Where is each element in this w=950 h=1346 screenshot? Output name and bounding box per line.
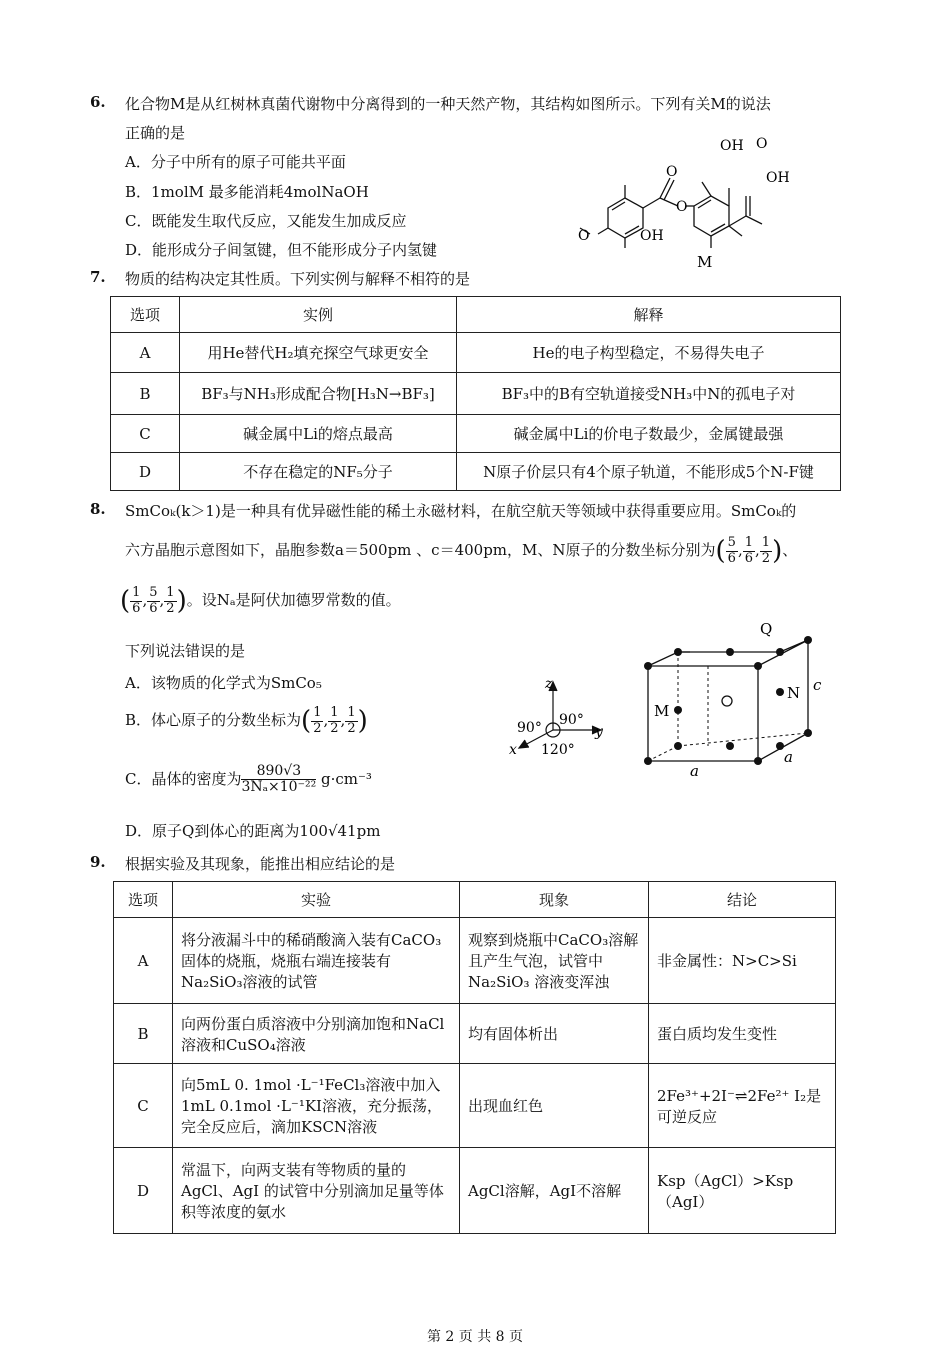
q7-cell: 碱金属中Li的价电子数最少，金属键最强 <box>457 415 841 453</box>
q7-cell: 用He替代H₂填充探空气球更安全 <box>180 333 457 373</box>
molecule-name-m: M <box>697 253 713 271</box>
frac-num: 1 <box>132 585 141 601</box>
oh-label-top: OH <box>720 138 744 154</box>
q9-cell: 均有固体析出 <box>460 1004 649 1064</box>
q9-header-phenomenon: 现象 <box>460 882 649 918</box>
density-numerator: 890√3 <box>241 764 316 780</box>
cooh-oh-label: OH <box>766 170 790 186</box>
table-row <box>111 373 841 415</box>
carbonyl-o-label: O <box>666 164 678 180</box>
q8-number: 8. <box>90 500 106 518</box>
q7-cell: BF₃中的B有空轨道接受NH₃中N的孤电子对 <box>457 373 841 415</box>
q6-stem-line2: 正确的是 <box>125 124 186 142</box>
param-a-label-1: a <box>690 762 699 780</box>
q7-cell: N原子价层只有4个原子轨道，不能形成5个N-F键 <box>457 453 841 491</box>
frac-num: 1 <box>347 705 356 721</box>
cooh-o-label: O <box>756 136 768 152</box>
table-row <box>114 1004 836 1064</box>
density-unit: g·cm⁻³ <box>320 769 372 788</box>
q7-cell: C <box>111 415 180 453</box>
hexagonal-unit-cell-diagram <box>630 618 830 780</box>
frac-den: 2 <box>313 720 322 736</box>
q7-number: 7. <box>90 268 106 286</box>
param-c-label: c <box>813 676 822 694</box>
frac-den: 6 <box>744 550 754 566</box>
q8-stem-line2: 六方晶胞示意图如下，晶胞参数a＝500pm 、c＝400pm，M、N原子的分数坐标分别为( $\frac{5}{6}$ , $\frac{1}{6}$ , $\frac{1}{2}$ )、 <box>125 535 798 566</box>
q9-cell: A <box>114 918 173 1004</box>
q9-stem: 根据实验及其现象，能推出相应结论的是 <box>125 855 396 873</box>
q9-cell: 出现血红色 <box>460 1064 649 1148</box>
frac-num: 1 <box>761 535 771 551</box>
q7-header-option: 选项 <box>111 297 180 333</box>
axis-z-label: z <box>545 676 553 692</box>
ester-o-label: O <box>676 199 688 215</box>
frac-den: 6 <box>132 600 141 616</box>
atom-q-label: Q <box>760 620 773 638</box>
q8-stem-line1: SmCoₖ(k＞1)是一种具有优异磁性能的稀土永磁材料，在航空航天等领域中获得重要应用。SmCoₖ的 <box>125 502 797 520</box>
param-a-label-2: a <box>784 748 793 766</box>
frac-den: 2 <box>166 600 175 616</box>
q9-cell: 非金属性：N>C>Si <box>649 918 836 1004</box>
q8-option-d: D．原子Q到体心的距离为100√41pm <box>125 822 381 840</box>
q9-header-option: 选项 <box>114 882 173 918</box>
frac-den: 2 <box>330 720 339 736</box>
table-row <box>111 453 841 491</box>
page-footer: 第 2 页 共 8 页 <box>426 1329 524 1345</box>
atom-n-label: N <box>787 684 801 702</box>
frac-num: 5 <box>149 585 158 601</box>
q6-option-a: A．分子中所有的原子可能共平面 <box>125 153 346 171</box>
q9-cell: 常温下，向两支装有等物质的量的AgCl、AgI 的试管中分别滴加足量等体积等浓度的氨水 <box>173 1148 460 1234</box>
q6-option-b: B．1molM 最多能消耗4molNaOH <box>125 183 369 201</box>
q9-cell: 向5mL 0. 1mol ·L⁻¹FeCl₃溶液中加入1mL 0.1mol ·L⁻¹KI溶液，充分振荡，完全反应后，滴加KSCN溶液 <box>173 1064 460 1148</box>
oh-label-bottom: OH <box>640 228 664 244</box>
q7-cell: 碱金属中Li的熔点最高 <box>180 415 457 453</box>
q7-cell: BF₃与NH₃形成配合物[H₃N→BF₃] <box>180 373 457 415</box>
q8-stem-line3: ( $\frac{1}{6}$ , $\frac{5}{6}$ , $\frac{1}{2}$ )。设Nₐ是阿伏加德罗常数的值。 <box>120 585 401 616</box>
q9-number: 9. <box>90 853 106 871</box>
angle-label-3: 120° <box>541 742 575 758</box>
frac-den: 2 <box>761 550 771 566</box>
frac-num: 1 <box>744 535 754 551</box>
angle-label-2: 90° <box>559 712 584 728</box>
q6-stem-line1: 化合物M是从红树林真菌代谢物中分离得到的一种天然产物，其结构如图所示。下列有关M的说法 <box>125 95 771 113</box>
angle-label-1: 90° <box>517 720 542 736</box>
q7-cell: He的电子构型稳定，不易得失电子 <box>457 333 841 373</box>
frac-den: 6 <box>727 550 736 566</box>
q8-option-a: A．该物质的化学式为SmCo₅ <box>125 674 322 692</box>
q8-option-b-text: B．体心原子的分数坐标为 <box>125 711 302 729</box>
table-row <box>114 1064 836 1148</box>
q7-header-example: 实例 <box>180 297 457 333</box>
q8-option-b: B．体心原子的分数坐标为( $\frac{1}{2}$ , $\frac{1}{2}$ , $\frac{1}{2}$ ) <box>125 705 368 736</box>
axis-y-label: y <box>595 724 603 740</box>
q8-stem-line3-text: 。设Nₐ是阿伏加德罗常数的值。 <box>186 591 401 609</box>
q7-header-explain: 解释 <box>457 297 841 333</box>
frac-num: 1 <box>166 585 175 601</box>
methoxy-o-label: O <box>578 228 590 244</box>
q9-header-conclusion: 结论 <box>649 882 836 918</box>
atom-m-label: M <box>654 702 670 720</box>
density-denominator: 3Nₐ×10⁻²² <box>241 779 317 796</box>
frac-den: 6 <box>149 600 158 616</box>
q9-cell: B <box>114 1004 173 1064</box>
q8-stem-line2-text: 六方晶胞示意图如下，晶胞参数a＝500pm 、c＝400pm，M、N原子的分数坐标分别为 <box>125 541 716 559</box>
q9-cell: 2Fe³⁺+2I⁻⇌2Fe²⁺ I₂是可逆反应 <box>649 1064 836 1148</box>
q9-cell: 将分液漏斗中的稀硝酸滴入装有CaCO₃固体的烧瓶，烧瓶右端连接装有Na₂SiO₃溶液的试管 <box>173 918 460 1004</box>
q9-cell: C <box>114 1064 173 1148</box>
q9-cell: AgCl溶解，AgI不溶解 <box>460 1148 649 1234</box>
q9-cell: 蛋白质均发生变性 <box>649 1004 836 1064</box>
q9-cell: D <box>114 1148 173 1234</box>
q7-table <box>110 296 841 491</box>
q9-cell: Ksp（AgCl）>Ksp （AgI） <box>649 1148 836 1234</box>
frac-num: 5 <box>727 535 736 551</box>
molecule-m-structure <box>570 130 810 275</box>
q8-stem-line4: 下列说法错误的是 <box>125 642 246 660</box>
frac-num: 1 <box>313 705 322 721</box>
q9-header-experiment: 实验 <box>173 882 460 918</box>
table-row <box>111 415 841 453</box>
q7-cell: 不存在稳定的NF₅分子 <box>180 453 457 491</box>
q6-number: 6. <box>90 93 106 111</box>
q7-cell: B <box>111 373 180 415</box>
q6-option-c: C．既能发生取代反应，又能发生加成反应 <box>125 212 407 230</box>
q9-cell: 向两份蛋白质溶液中分别滴加饱和NaCl溶液和CuSO₄溶液 <box>173 1004 460 1064</box>
q8-option-c <box>125 764 372 796</box>
frac-den: 2 <box>347 720 356 736</box>
q9-table <box>113 881 836 1234</box>
q9-cell: 观察到烧瓶中CaCO₃溶解且产生气泡，试管中Na₂SiO₃ 溶液变浑浊 <box>460 918 649 1004</box>
q7-cell: D <box>111 453 180 491</box>
table-row <box>114 1148 836 1234</box>
q8-option-c-text: C．晶体的密度为 <box>125 769 242 788</box>
frac-num: 1 <box>330 705 339 721</box>
table-row <box>111 333 841 373</box>
q7-stem: 物质的结构决定其性质。下列实例与解释不相符的是 <box>125 270 471 288</box>
q6-option-d: D．能形成分子间氢键，但不能形成分子内氢键 <box>125 241 438 259</box>
q7-cell: A <box>111 333 180 373</box>
axis-x-label: x <box>509 742 517 758</box>
table-row <box>114 918 836 1004</box>
coordinate-axis-diagram <box>505 672 615 762</box>
